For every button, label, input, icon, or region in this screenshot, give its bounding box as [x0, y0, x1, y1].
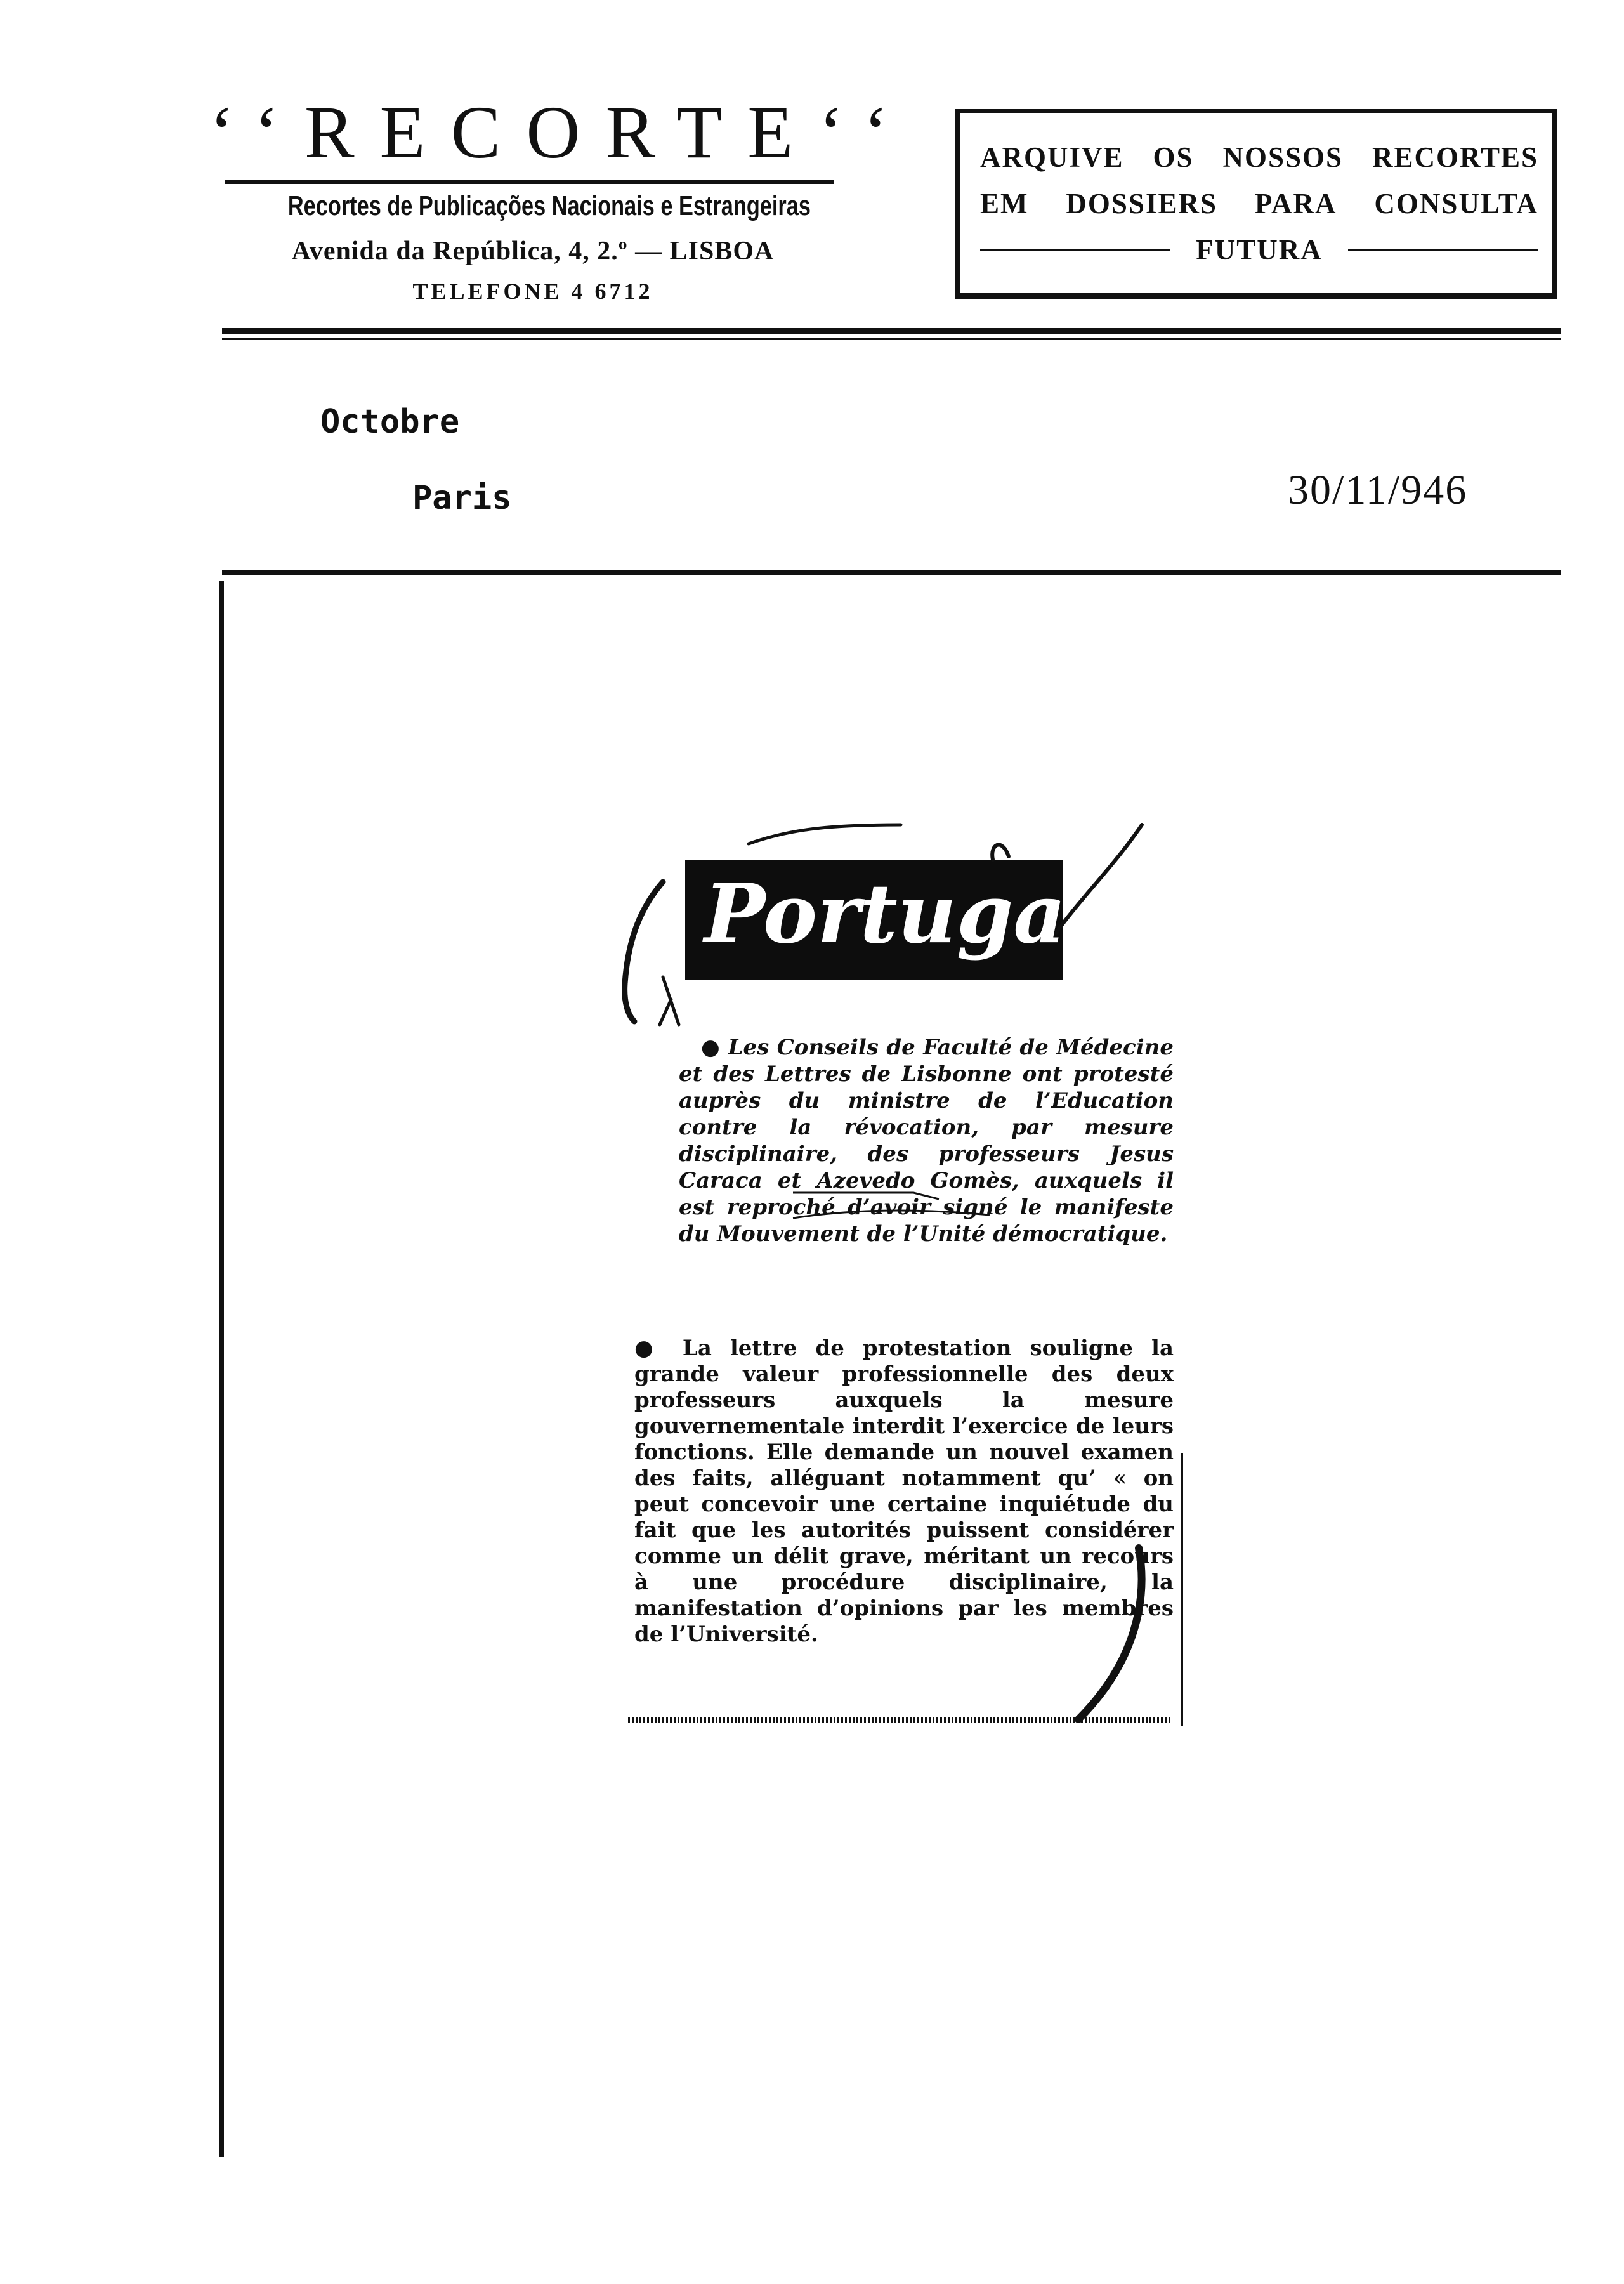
pen-stroke-arc: [625, 882, 663, 1021]
agency-name: ‘‘RECORTE‘‘: [209, 91, 914, 174]
archive-notice-line-1: [980, 141, 1538, 174]
clipping-frame-top: [222, 570, 1561, 575]
publication-date: 30/11/946: [1288, 467, 1468, 513]
notice-word: DOSSIERS: [1066, 188, 1217, 220]
publication-name: Octobre: [320, 403, 460, 441]
header-divider: [222, 328, 1561, 334]
clipping-right-edge: [1181, 1453, 1183, 1726]
archive-notice-line-3: [980, 233, 1538, 266]
pen-stroke-lambda: [660, 977, 679, 1025]
bullet-icon: ●: [634, 1336, 664, 1361]
clipping-bottom-edge: [628, 1717, 1170, 1723]
paragraph-text: La lettre de protestation souligne la grande valeur professionnelle des deux professeurs auxquels la mesure gouvernementale interdit l’exercice de leurs fonctions. Elle demande un nouvel examen des faits, alléguant notamment qu’ « on peut concevoir une certaine inquiétude du fait que les autorités puissent considérer comme un délit grave, méritant un recours à une procédure disciplinaire, la manifestation d’opinions par les membres de l’Université.: [634, 1336, 1174, 1647]
notice-word: RECORTES: [1372, 141, 1538, 173]
archive-notice-line-2: [980, 187, 1538, 220]
bullet-icon: ●: [701, 1035, 721, 1060]
header-divider-thin: [222, 338, 1561, 340]
notice-dash-right: [1348, 249, 1538, 251]
clipping-paragraph-2: [634, 1336, 1174, 1648]
clipping-paragraph-1: [679, 1034, 1174, 1247]
pen-stroke-top: [749, 825, 901, 844]
notice-word: FUTURA: [1196, 234, 1323, 266]
paragraph-text: Les Conseils de Faculté de Médecine et des Lettres de Lisbonne ont protesté auprès du ministre de l’Education contre la révocation, par mesure disciplinaire, des professeurs Jesus Caraca et Azevedo Gomès, auxquels il est reproché d’avoir signé le manifeste du Mouvement de l’Unité démocratique.: [679, 1035, 1174, 1247]
agency-name-underline: [225, 180, 834, 184]
notice-word: NOSSOS: [1222, 141, 1344, 173]
agency-phone: TELEFONE 4 6712: [412, 279, 653, 304]
agency-subtitle: Recortes de Publicações Nacionais e Estrangeiras: [287, 190, 811, 221]
notice-dash-left: [980, 249, 1170, 251]
notice-word: EM: [980, 188, 1029, 220]
notice-word: OS: [1153, 141, 1194, 173]
clipping-headline: Portugal: [704, 867, 1097, 962]
clipping-frame-left: [219, 581, 224, 2157]
publication-city: Paris: [412, 479, 512, 517]
agency-address: Avenida da República, 4, 2.º — LISBOA: [291, 237, 775, 266]
notice-word: ARQUIVE: [980, 141, 1124, 173]
notice-word: CONSULTA: [1374, 188, 1538, 220]
pen-stroke-hook: [992, 844, 1009, 860]
notice-word: PARA: [1254, 188, 1337, 220]
